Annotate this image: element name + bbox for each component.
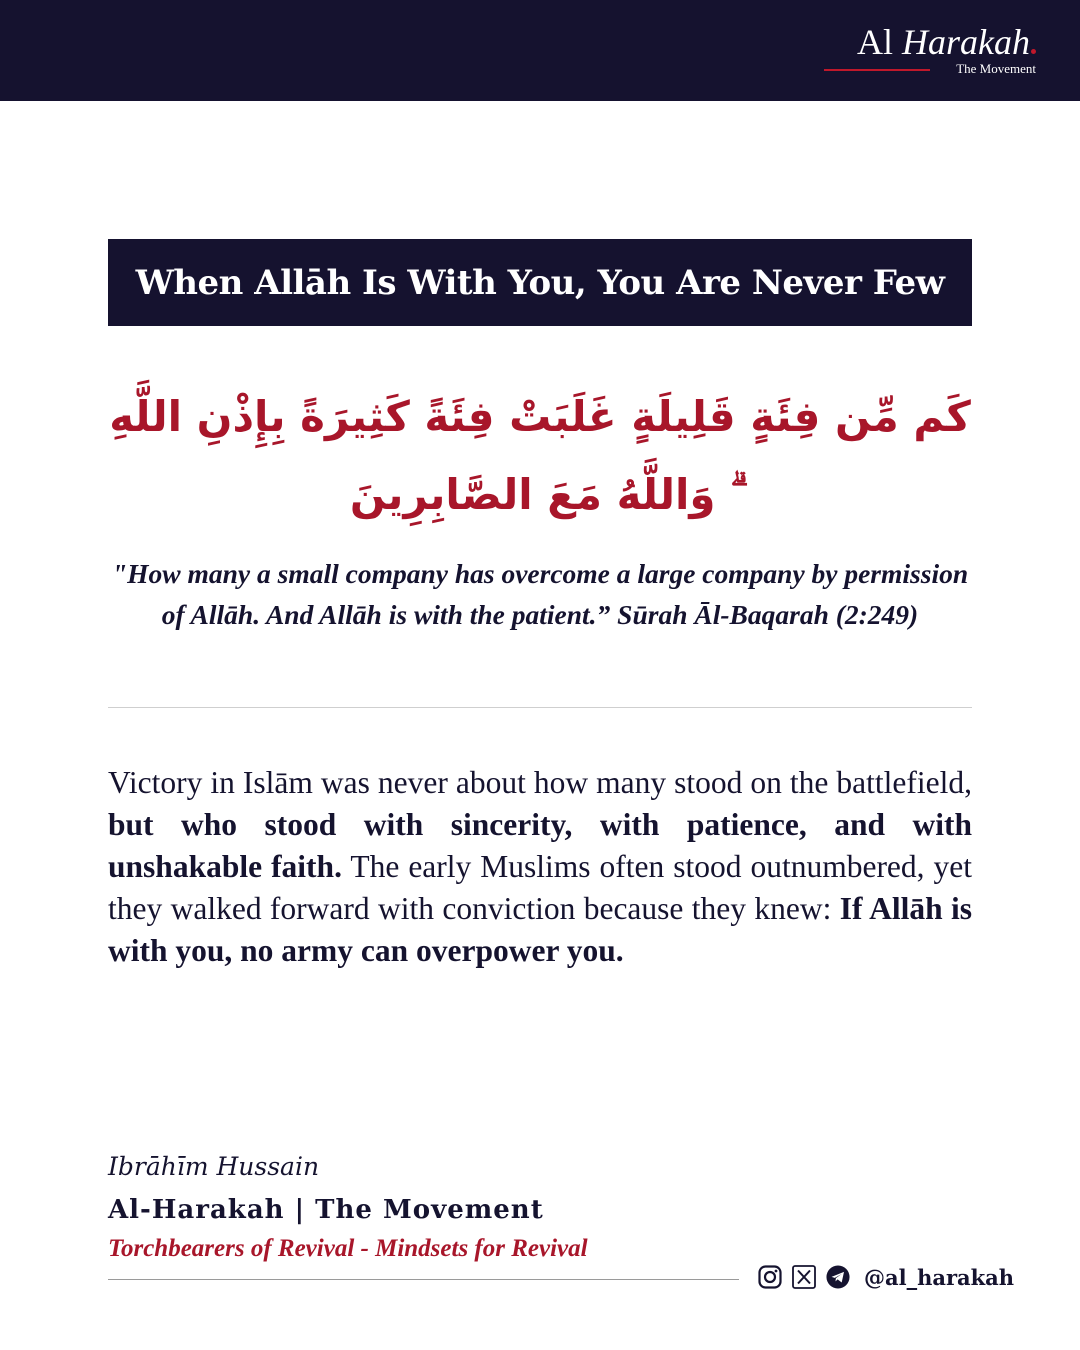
header-bar [0,0,1080,101]
title-banner [108,239,972,326]
body-bold-2: If Allāh is with you, no army can overpower you. [108,891,972,968]
footer-divider [108,1279,739,1280]
brand-logo[interactable] [776,22,1036,82]
page-title: When Allāh Is With You, You Are Never Few [135,262,945,303]
social-handle[interactable]: @al_harakah [864,1264,1015,1290]
brand-underline [824,69,930,71]
brand-dot [1031,49,1036,54]
body-text-1: Victory in Islām was never about how many stood on the battlefield, [108,765,972,800]
body-bold-1: but who stood with sincerity, with patience, and with unshakable faith. [108,807,972,884]
body-text-2: The early Muslims often stood outnumbered, yet they walked forward with conviction because they knew: [108,849,973,926]
author-name: Ibrāhīm Hussain [108,1152,320,1181]
telegram-icon[interactable] [826,1265,850,1289]
x-icon[interactable] [792,1265,816,1289]
brand-name [857,22,1030,62]
instagram-icon[interactable] [758,1265,782,1289]
tagline: Torchbearers of Revival - Mindsets for Revival [108,1235,588,1262]
brand-name-part1: Al [857,22,893,62]
body-paragraph [108,762,972,972]
org-name: Al-Harakah | The Movement [108,1195,544,1225]
brand-name-part2: Harakah [902,22,1030,62]
social-links [758,1262,1014,1292]
verse-translation: "How many a small company has overcome a large company by permission of Allāh. And Allāh is with the patient.” Sūrah Āl-Baqarah (2:249) [111,558,969,630]
arabic-verse: كَم مِّن فِئَةٍ قَلِيلَةٍ غَلَبَتْ فِئَةً كَثِيرَةً بِإِذْنِ اللَّهِ ۗ وَاللَّهُ مَعَ الصَّابِرِينَ [109,392,971,519]
brand-subtitle: The Movement [956,61,1036,76]
divider [108,707,972,708]
